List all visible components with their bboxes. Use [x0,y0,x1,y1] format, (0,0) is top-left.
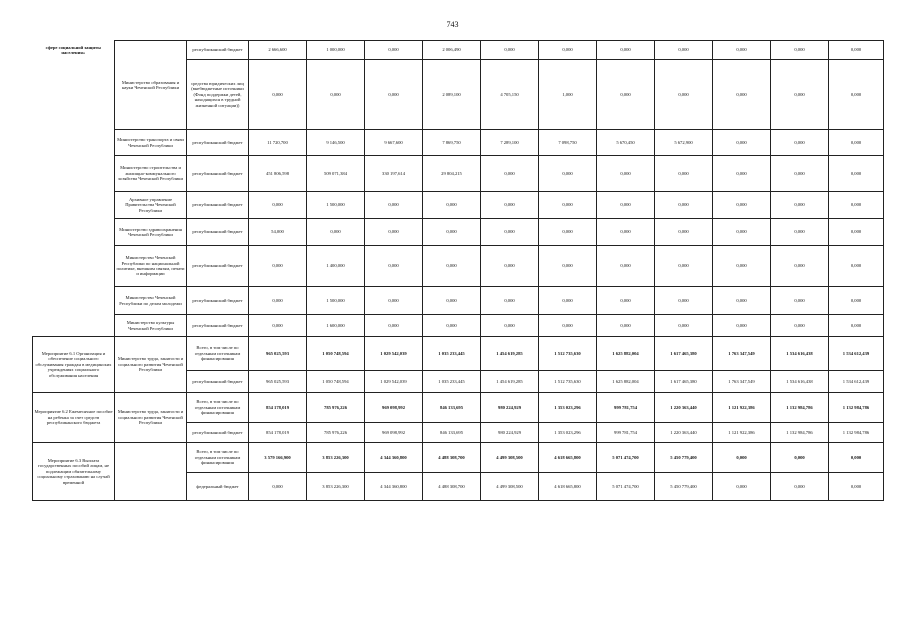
value-cell: 3 853 226,300 [307,443,365,473]
value-cell: 0,000 [249,287,307,315]
value-cell: 5 450 779,400 [655,473,713,501]
value-cell: 1 512 735,630 [539,371,597,393]
table-row [33,337,884,371]
value-cell: 0,000 [481,219,539,246]
value-cell: 7 289,100 [481,130,539,156]
value-cell: 0,000 [249,192,307,219]
value-cell: 0,000 [365,315,423,337]
table-row [33,246,884,287]
measure-cell [33,246,115,287]
value-cell: 0,000 [481,156,539,192]
value-cell: 0,000 [249,60,307,130]
value-cell: 0,000 [597,156,655,192]
value-cell: 0,000 [655,60,713,130]
value-cell: 1 050 748,594 [307,337,365,371]
value-cell: 0,000 [771,60,829,130]
value-cell: 1 454 619,285 [481,337,539,371]
funding-source-cell: республиканский бюджет [187,423,249,443]
measure-cell: сфере социальной защиты населения» [45,44,101,55]
value-cell: 4 705,150 [481,60,539,130]
table-row [33,287,884,315]
value-cell: 0,000 [771,156,829,192]
value-cell: 54,000 [249,219,307,246]
value-cell: 0,000 [713,41,771,60]
value-cell: 1 763 347,549 [713,337,771,371]
value-cell: 0,000 [829,315,884,337]
value-cell: 0,000 [829,156,884,192]
value-cell: 1 534 612,439 [829,371,884,393]
table-row [33,41,884,60]
table-row [33,393,884,423]
value-cell: 0,000 [829,192,884,219]
measure-cell [33,156,115,192]
value-cell: 0,000 [365,41,423,60]
value-cell: 0,000 [539,287,597,315]
value-cell: 0,000 [423,219,481,246]
value-cell: 0,000 [829,443,884,473]
value-cell: 0,000 [713,219,771,246]
executor-cell: Министерство труда, занятости и социального развития Чеченской Республики [115,393,187,443]
funding-source-cell: республиканский бюджет [187,41,249,60]
measure-cell: Мероприятие 6.2 Ежемесячное пособие на ребенка за счет средств республиканского бюджета [33,393,115,443]
value-cell: 0,000 [713,443,771,473]
table-row [33,156,884,192]
value-cell: 1 035 233,445 [423,371,481,393]
value-cell: 1 534 612,439 [829,337,884,371]
value-cell: 0,000 [771,41,829,60]
value-cell: 0,000 [713,473,771,501]
value-cell: 0,000 [713,130,771,156]
value-cell: 1 132 984,786 [771,393,829,423]
value-cell: 0,000 [539,315,597,337]
value-cell: 0,000 [481,287,539,315]
value-cell: 5 672,900 [655,130,713,156]
value-cell: 1 763 347,549 [713,371,771,393]
value-cell: 0,000 [655,315,713,337]
funding-source-cell: республиканский бюджет [187,287,249,315]
executor-cell: Министерство труда, занятости и социального развития Чеченской Республики [115,337,187,393]
value-cell: 0,000 [597,219,655,246]
value-cell: 1 534 616,438 [771,371,829,393]
value-cell: 0,000 [713,315,771,337]
measure-cell: Мероприятие 6.3 Выплата государственных пособий лицам, не подлежащим обязательному социальному страхованию на случай временной [33,443,115,501]
value-cell: 0,000 [829,473,884,501]
value-cell: 2 006,490 [423,41,481,60]
value-cell: 0,000 [829,130,884,156]
measure-cell [33,219,115,246]
value-cell: 0,000 [307,60,365,130]
value-cell: 1 220 363,440 [655,393,713,423]
value-cell: 1 000,000 [307,41,365,60]
measure-cell [33,287,115,315]
value-cell: 1 132 984,786 [829,423,884,443]
value-cell: 0,000 [829,287,884,315]
value-cell: 1 600,000 [307,315,365,337]
value-cell: 0,000 [713,192,771,219]
value-cell: 846 133,695 [423,393,481,423]
table-row [33,315,884,337]
measure-cell [33,130,115,156]
budget-table [32,40,884,501]
value-cell: 1 500,000 [307,287,365,315]
table-row [33,130,884,156]
value-cell: 0,000 [249,315,307,337]
value-cell: 5 450 779,400 [655,443,713,473]
value-cell: 0,000 [771,246,829,287]
value-cell: 0,000 [249,473,307,501]
value-cell: 0,000 [481,246,539,287]
value-cell: 1 454 619,285 [481,371,539,393]
funding-source-cell: республиканский бюджет [187,130,249,156]
value-cell: 1 050 748,594 [307,371,365,393]
funding-source-cell: республиканский бюджет [187,219,249,246]
value-cell: 1 029 542,039 [365,337,423,371]
measure-cell [33,60,115,130]
value-cell: 0,000 [771,315,829,337]
value-cell: 4 488 308,700 [423,443,481,473]
funding-source-cell: Всего, в том числе по отдельным источникам финансирования [187,337,249,371]
value-cell: 965 025,593 [249,337,307,371]
value-cell: 0,000 [365,246,423,287]
value-cell: 0,000 [423,315,481,337]
value-cell: 4 344 360,800 [365,473,423,501]
value-cell: 3 853 226,300 [307,473,365,501]
executor-cell: Архивное управление Правительства Чеченской Республики [115,192,187,219]
value-cell: 1 121 922,386 [713,423,771,443]
value-cell: 1 500,000 [307,192,365,219]
value-cell: 0,000 [713,156,771,192]
value-cell: 999 781,754 [597,423,655,443]
value-cell: 1 220 363,440 [655,423,713,443]
value-cell: 0,000 [597,192,655,219]
value-cell: 854 178,019 [249,393,307,423]
value-cell: 1 353 023,296 [539,423,597,443]
value-cell: 0,000 [829,246,884,287]
value-cell: 1 400,000 [307,246,365,287]
value-cell: 0,000 [771,287,829,315]
value-cell: 0,000 [597,246,655,287]
value-cell: 1 625 882,004 [597,337,655,371]
value-cell: 1 534 616,438 [771,337,829,371]
value-cell: 29 804,215 [423,156,481,192]
executor-cell: Министерство Чеченской Республики по национальной политике, внешним связям, печати и информации [115,246,187,287]
value-cell: 846 133,695 [423,423,481,443]
value-cell: 1 617 465,380 [655,337,713,371]
value-cell: 0,000 [655,41,713,60]
value-cell: 0,000 [365,192,423,219]
value-cell: 0,000 [597,41,655,60]
measure-cell: Мероприятие 6.1 Организация и обеспечение социального обслуживания граждан в медицинских учреждениях социального обслуживания населения [33,337,115,393]
value-cell: 4 499 308,500 [481,443,539,473]
value-cell: 1 512 735,630 [539,337,597,371]
value-cell: 1 617 465,380 [655,371,713,393]
funding-source-cell: Всего, в том числе по отдельным источникам финансирования [187,393,249,423]
value-cell: 0,000 [365,219,423,246]
funding-source-cell: республиканский бюджет [187,192,249,219]
value-cell: 854 178,019 [249,423,307,443]
value-cell: 0,000 [713,60,771,130]
executor-cell: Министерство образования и науки Чеченской Республики [115,41,187,130]
value-cell: 0,000 [307,219,365,246]
value-cell: 0,000 [365,60,423,130]
value-cell: 1 035 233,445 [423,337,481,371]
value-cell: 2 089,100 [423,60,481,130]
value-cell: 9 667,600 [365,130,423,156]
executor-cell: Министерство Чеченской Республики по делам молодежи [115,287,187,315]
value-cell: 785 976,226 [307,393,365,423]
value-cell: 0,000 [249,246,307,287]
value-cell: 969 098,992 [365,393,423,423]
value-cell: 5 071 474,700 [597,443,655,473]
value-cell: 785 976,226 [307,423,365,443]
value-cell: 0,000 [829,41,884,60]
value-cell: 0,000 [771,443,829,473]
table-row [33,219,884,246]
value-cell: 0,000 [423,287,481,315]
executor-cell: Министерство здравоохранения Чеченской Республики [115,219,187,246]
executor-cell: Министерство культуры Чеченской Республики [115,315,187,337]
value-cell: 0,000 [481,315,539,337]
value-cell: 509 071,384 [307,156,365,192]
value-cell: 0,000 [655,246,713,287]
value-cell: 0,000 [829,219,884,246]
value-cell: 4 344 360,800 [365,443,423,473]
value-cell: 0,000 [481,41,539,60]
value-cell: 980 224,929 [481,423,539,443]
page-number: 743 [446,20,459,29]
value-cell: 0,000 [539,156,597,192]
value-cell: 0,000 [655,156,713,192]
value-cell: 0,000 [655,219,713,246]
table-row [33,192,884,219]
executor-cell: Министерство транспорта и связи Чеченской Республики [115,130,187,156]
value-cell: 0,000 [771,192,829,219]
value-cell: 5 071 474,700 [597,473,655,501]
measure-cell [33,315,115,337]
value-cell: 0,000 [597,60,655,130]
funding-source-cell: федеральный бюджет [187,473,249,501]
value-cell: 0,000 [713,246,771,287]
value-cell: 0,000 [597,315,655,337]
value-cell: 330 197,614 [365,156,423,192]
value-cell: 1 625 882,004 [597,371,655,393]
value-cell: 5 670,450 [597,130,655,156]
value-cell: 965 025,593 [249,371,307,393]
measure-cell [33,192,115,219]
executor-cell: Министерство строительства и жилищно-коммунального хозяйства Чеченской Республики [115,156,187,192]
value-cell: 0,000 [771,473,829,501]
value-cell: 1 029 542,039 [365,371,423,393]
value-cell: 0,000 [481,192,539,219]
value-cell: 980 224,929 [481,393,539,423]
table-row [33,443,884,473]
value-cell: 969 098,992 [365,423,423,443]
value-cell: 1 132 984,786 [829,393,884,423]
value-cell: 0,000 [655,192,713,219]
value-cell: 0,000 [713,287,771,315]
value-cell: 0,000 [365,287,423,315]
funding-source-cell: республиканский бюджет [187,371,249,393]
executor-cell [115,443,187,501]
value-cell: 9 146,500 [307,130,365,156]
value-cell: 3 579 166,900 [249,443,307,473]
value-cell: 0,000 [539,219,597,246]
value-cell: 0,000 [539,246,597,287]
funding-source-cell: республиканский бюджет [187,156,249,192]
funding-source-cell: республиканский бюджет [187,315,249,337]
value-cell: 4 618 665,800 [539,473,597,501]
value-cell: 0,000 [423,192,481,219]
value-cell: 0,000 [539,192,597,219]
value-cell: 0,000 [771,130,829,156]
value-cell: 11 720,700 [249,130,307,156]
value-cell: 0,000 [423,246,481,287]
funding-source-cell: республиканский бюджет [187,246,249,287]
funding-source-cell: средства юридических лиц (внебюджетные источники (Фонд поддержки детей, находящихся в трудной жизненной ситуации)) [187,60,249,130]
value-cell: 4 488 308,700 [423,473,481,501]
value-cell: 4 618 665,800 [539,443,597,473]
value-cell: 7 098,750 [539,130,597,156]
value-cell: 999 781,754 [597,393,655,423]
value-cell: 1,000 [539,60,597,130]
value-cell: 1 132 984,786 [771,423,829,443]
value-cell: 1 121 922,386 [713,393,771,423]
value-cell: 0,000 [829,60,884,130]
value-cell: 451 806,598 [249,156,307,192]
value-cell: 7 869,750 [423,130,481,156]
value-cell: 1 353 023,296 [539,393,597,423]
value-cell: 0,000 [655,287,713,315]
value-cell: 2 666,600 [249,41,307,60]
value-cell: 4 499 308,500 [481,473,539,501]
value-cell: 0,000 [597,287,655,315]
value-cell: 0,000 [539,41,597,60]
funding-source-cell: Всего, в том числе по отдельным источникам финансирования [187,443,249,473]
value-cell: 0,000 [771,219,829,246]
